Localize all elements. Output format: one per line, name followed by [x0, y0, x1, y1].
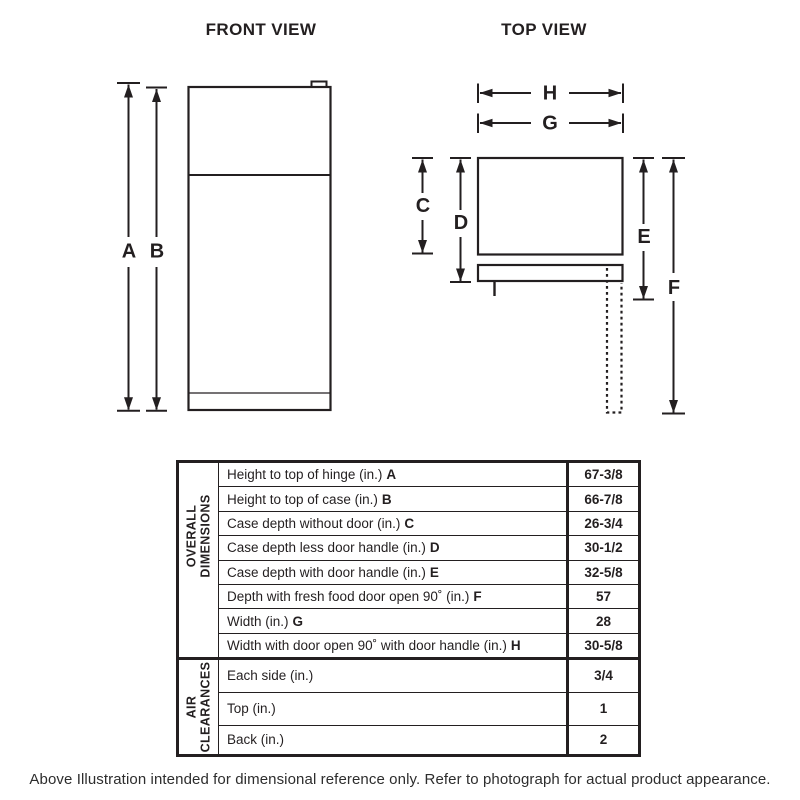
- dim-label-h: H: [542, 82, 558, 105]
- dimension-label-cell: [219, 487, 566, 510]
- arrowhead-right-icon: [609, 89, 622, 98]
- table-row: [219, 609, 638, 633]
- arrowhead-down-icon: [152, 397, 161, 410]
- fridge-outline: [189, 87, 331, 410]
- dimension-label: Depth with fresh food door open 90˚ (in.): [227, 589, 470, 605]
- table-row: [219, 463, 638, 487]
- dimension-key: C: [404, 515, 415, 531]
- dimension-label-cell: [219, 585, 566, 608]
- section-header-air-clearances: [179, 660, 219, 755]
- arrowhead-left-icon: [480, 119, 493, 128]
- dimension-label: Width (in.): [227, 613, 289, 629]
- dimension-label: Case depth with door handle (in.): [227, 564, 426, 580]
- dimension-value: 2: [566, 726, 638, 755]
- arrowhead-down-icon: [418, 240, 427, 253]
- dimension-key: E: [429, 564, 439, 580]
- dimension-key: D: [429, 540, 440, 556]
- front-view-title: FRONT VIEW: [205, 20, 317, 39]
- dimension-label-cell: [219, 609, 566, 632]
- dimension-value: 1: [566, 693, 638, 725]
- arrowhead-up-icon: [418, 160, 427, 173]
- dim-label-f: F: [667, 277, 681, 299]
- arrowhead-up-icon: [456, 160, 465, 173]
- dimension-value: 30-5/8: [566, 634, 638, 657]
- dimension-label: Each side (in.): [227, 668, 314, 684]
- arrowhead-right-icon: [609, 119, 622, 128]
- section-header-overall-dimensions: [179, 463, 219, 657]
- table-row: [219, 693, 638, 726]
- dimension-label-cell: [219, 463, 566, 486]
- dimension-label-cell: [219, 726, 566, 755]
- dimension-label: Width with door open 90˚ with door handle (in.): [227, 637, 507, 653]
- spec-table: [176, 460, 641, 757]
- dimension-key: H: [510, 637, 521, 653]
- dimension-value: 28: [566, 609, 638, 632]
- section-header-line: AIR: [184, 695, 199, 719]
- arrowhead-up-icon: [124, 85, 133, 98]
- dimension-key: A: [386, 467, 397, 483]
- dimension-key: F: [473, 589, 482, 605]
- arrowhead-up-icon: [152, 89, 161, 102]
- section-overall-dimensions: [179, 463, 638, 657]
- table-row: [219, 660, 638, 693]
- dimension-value: 26-3/4: [566, 512, 638, 535]
- arrowhead-down-icon: [456, 269, 465, 282]
- dimension-value: 30-1/2: [566, 536, 638, 559]
- dimension-label: Height to top of hinge (in.): [227, 467, 383, 483]
- section-air-clearances: [179, 657, 638, 755]
- top-view-title: TOP VIEW: [501, 20, 587, 39]
- dim-label-a: A: [121, 240, 137, 263]
- dimension-label: Case depth less door handle (in.): [227, 540, 426, 556]
- dimension-label: Back (in.): [227, 732, 285, 748]
- dimension-label-cell: [219, 634, 566, 657]
- dimension-label: Case depth without door (in.): [227, 515, 401, 531]
- table-row: [219, 536, 638, 560]
- dim-label-b: B: [149, 240, 165, 263]
- top-view-door: [478, 265, 623, 281]
- arrowhead-up-icon: [669, 160, 678, 173]
- dim-label-d: D: [453, 212, 469, 234]
- dim-label-e: E: [637, 226, 651, 248]
- table-row: [219, 487, 638, 511]
- table-row: [219, 726, 638, 755]
- dim-label-c: C: [415, 195, 431, 217]
- dimension-key: B: [381, 491, 392, 507]
- arrowhead-down-icon: [639, 286, 648, 299]
- dim-label-g: G: [542, 112, 558, 135]
- table-row: [219, 585, 638, 609]
- disclaimer-text: Above Illustration intended for dimensional reference only. Refer to photograph for actual product appearance.: [29, 771, 771, 788]
- table-row: [219, 634, 638, 657]
- dimension-value: 3/4: [566, 660, 638, 692]
- open-door-dashed-outline: [607, 268, 622, 413]
- dimension-label-cell: [219, 536, 566, 559]
- arrowhead-down-icon: [124, 397, 133, 410]
- section-header-line: OVERALL: [184, 504, 199, 567]
- table-row: [219, 512, 638, 536]
- dimension-value: 66-7/8: [566, 487, 638, 510]
- arrowhead-down-icon: [669, 400, 678, 413]
- dimension-value: 32-5/8: [566, 561, 638, 584]
- dimension-label: Height to top of case (in.): [227, 491, 378, 507]
- dimension-label: Top (in.): [227, 701, 276, 717]
- dimension-label-cell: [219, 693, 566, 725]
- dimension-value: 57: [566, 585, 638, 608]
- dimension-label-cell: [219, 512, 566, 535]
- dimension-label-cell: [219, 660, 566, 692]
- top-view-case-outline: [478, 158, 623, 255]
- dimension-label-cell: [219, 561, 566, 584]
- table-row: [219, 561, 638, 585]
- dimension-value: 67-3/8: [566, 463, 638, 486]
- section-header-line: CLEARANCES: [198, 661, 213, 753]
- arrowhead-left-icon: [480, 89, 493, 98]
- arrowhead-up-icon: [639, 160, 648, 173]
- section-header-line: DIMENSIONS: [198, 494, 213, 578]
- dimension-key: G: [292, 613, 304, 629]
